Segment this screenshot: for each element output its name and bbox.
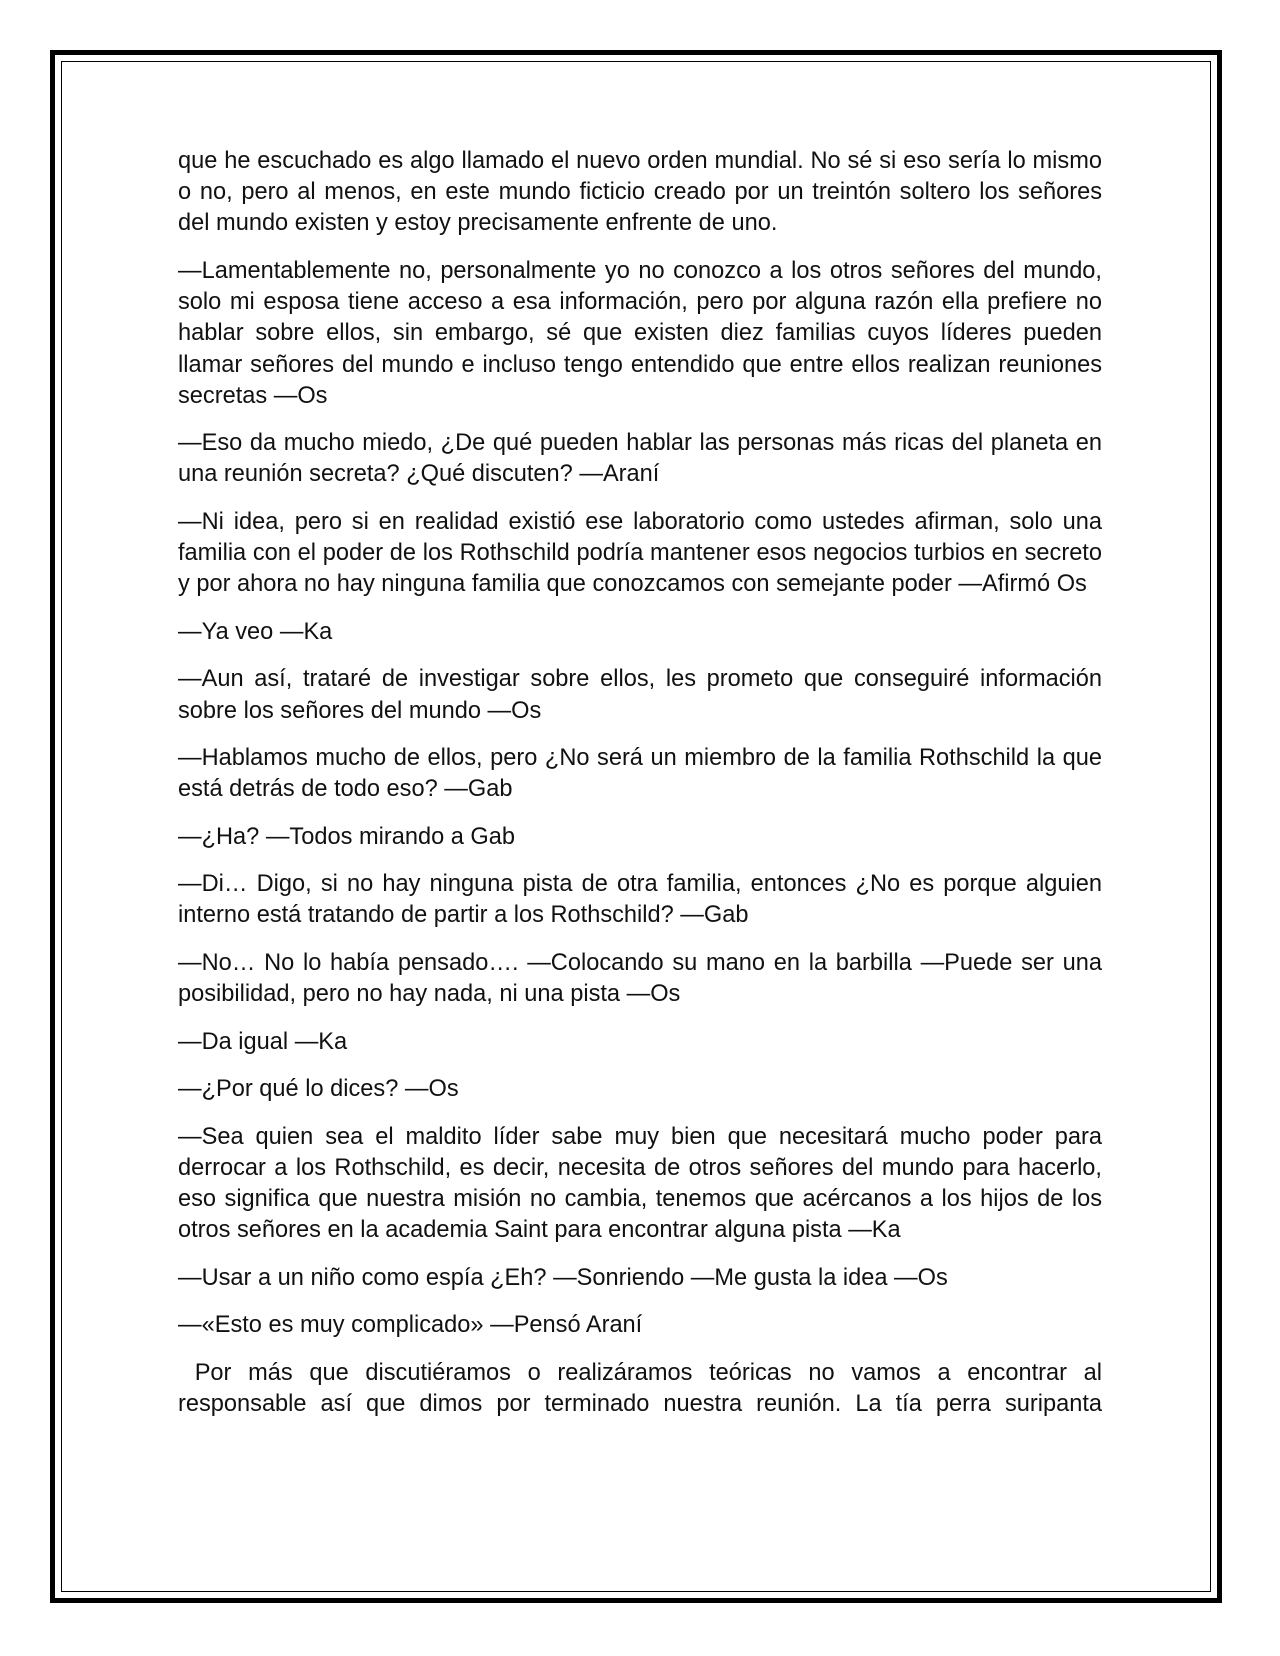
paragraph-7: —Hablamos mucho de ellos, pero ¿No será un miembro de la familia Rothschild la que está detrás de todo eso? —Gab bbox=[178, 745, 1102, 803]
paragraph-2: —Lamentablemente no, personalmente yo no conozco a los otros señores del mundo, solo mi esposa tiene acceso a esa información, pero por alguna razón ella prefiere no hablar sobre ellos, sin embargo, sé que existen diez familias cuyos líderes pueden llamar señores del mundo e incluso tengo entendido que entre ellos realizan reuniones secretas —Os bbox=[178, 257, 1102, 409]
paragraph-10: —No… No lo había pensado…. —Colocando su mano en la barbilla —Puede ser una posibilidad, pero no hay nada, ni una pista —Os bbox=[178, 949, 1102, 1008]
paragraph-8: —¿Ha? —Todos mirando a Gab bbox=[178, 823, 516, 850]
paragraph-16: Por más que discutiéramos o realizáramos teóricas no vamos a encontrar al responsable así que dimos por terminado nuestra reunión. La tía perra suripanta bbox=[178, 1359, 1109, 1417]
paragraph-14: —Usar a un niño como espía ¿Eh? —Sonriendo —Me gusta la idea —Os bbox=[178, 1264, 948, 1291]
paragraph-1: que he escuchado es algo llamado el nuevo orden mundial. No sé si eso sería lo mismo o no, pero al menos, en este mundo ficticio creado por un treintón soltero los señores del mundo existen y estoy precisamente enfrente de uno. bbox=[178, 148, 1102, 237]
paragraph-9: —Di… Digo, si no hay ninguna pista de otra familia, entonces ¿No es porque alguien interno está tratando de partir a los Rothschild? —Gab bbox=[178, 871, 1102, 929]
paragraph-13: —Sea quien sea el maldito líder sabe muy bien que necesitará mucho poder para derrocar a los Rothschild, es decir, necesita de otros señores del mundo para hacerlo, eso significa que nuestra misión no cambia, tenemos que acércanos a los hijos de los otros señores en la academia Saint para encontrar alguna pista —Ka bbox=[178, 1123, 1102, 1244]
paragraph-6: —Aun así, trataré de investigar sobre ellos, les prometo que conseguiré información sobre los señores del mundo —Os bbox=[178, 666, 1102, 724]
paragraph-12: —¿Por qué lo dices? —Os bbox=[178, 1076, 459, 1103]
paragraph-5: —Ya veo —Ka bbox=[178, 618, 333, 645]
paragraph-3: —Eso da mucho miedo, ¿De qué pueden hablar las personas más ricas del planeta en una reunión secreta? ¿Qué discuten? —Araní bbox=[178, 430, 1102, 488]
paragraph-15: —«Esto es muy complicado» —Pensó Araní bbox=[178, 1312, 643, 1339]
paragraph-4: —Ni idea, pero si en realidad existió ese laboratorio como ustedes afirman, solo una familia con el poder de los Rothschild podría mantener esos negocios turbios en secreto y por ahora no hay ninguna familia que conozcamos con semejante poder —Afirmó Os bbox=[178, 508, 1102, 598]
paragraph-11: —Da igual —Ka bbox=[178, 1028, 348, 1055]
page-text-body bbox=[178, 146, 1109, 1436]
